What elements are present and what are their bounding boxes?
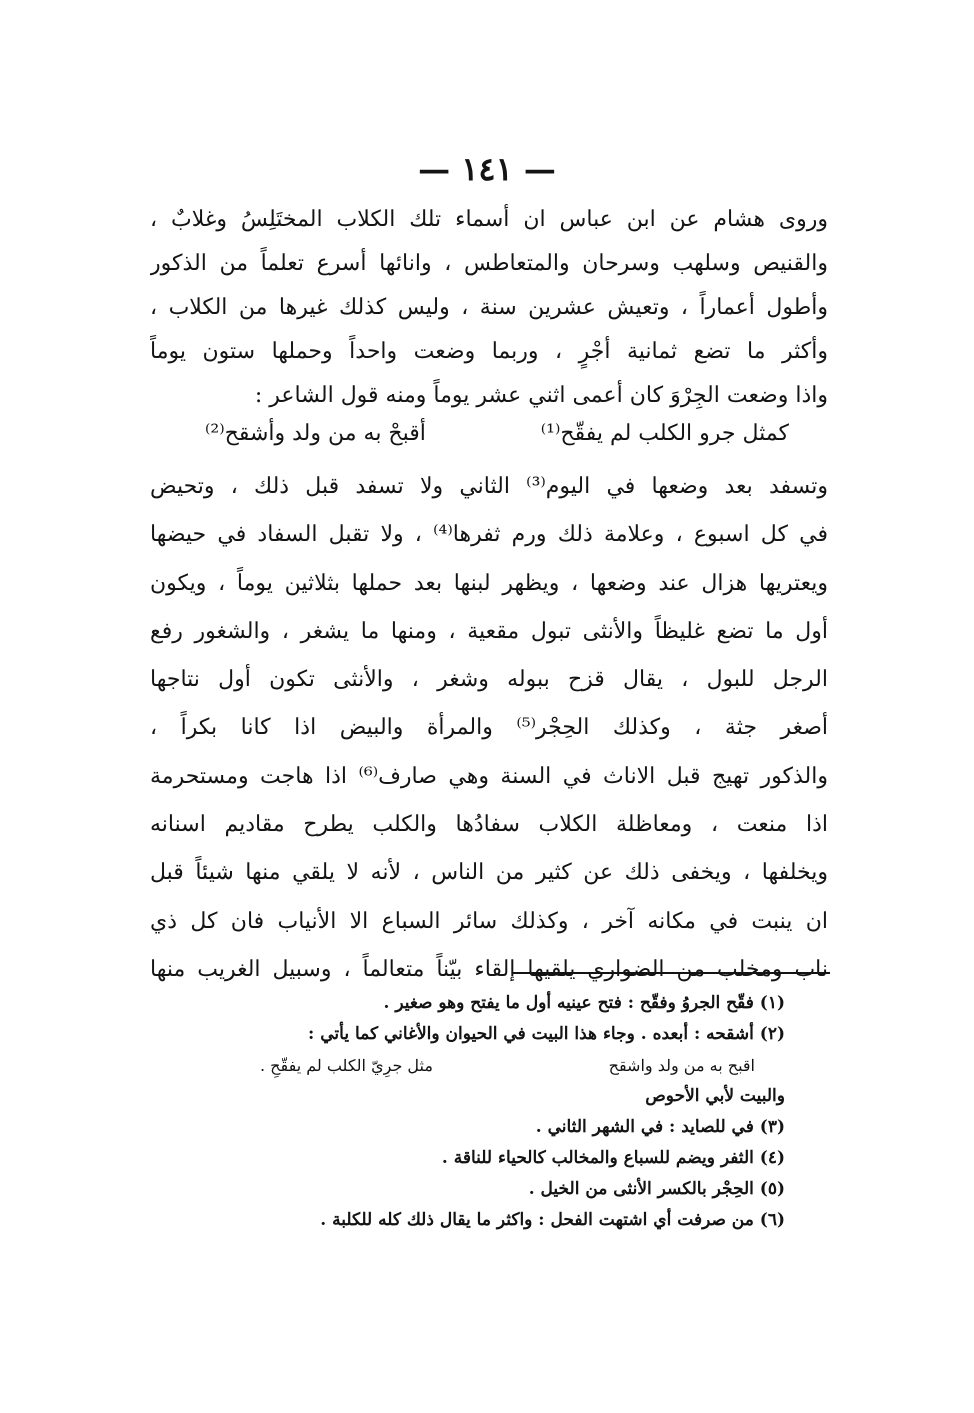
text-line: أصغر جثة ، وكذلك الحِجْر⁽⁵⁾ والمرأة والبيض اذا كانا بكراً ،: [150, 715, 828, 741]
text-line: وأكثر ما تضع ثمانية أجْرٍ ، وربما وضعت واحداً وحملها ستون يوماً: [150, 339, 828, 364]
verse-hemistich-first: كمثل جرو الكلب لم يفقّح⁽¹⁾: [540, 421, 789, 446]
text-line: اذا منعت ، ومعاظلة الكلاب سفادُها والكلب يطرح مقاديم اسنانه: [150, 812, 828, 838]
footnote-6: (٦) من صرفت أي اشتهت الفحل : واكثر ما يقال ذلك كله للكلبة .: [320, 1210, 785, 1230]
footnote-4: (٤) الثفر ويضم للسباع والمخالب كالحياء للناقة .: [441, 1148, 785, 1168]
footnote-5: (٥) الحِجْر بالكسر الأنثى من الخيل .: [528, 1179, 785, 1199]
footnote-verse-left: مثل جرِيّ الكلب لم يفقّحِ .: [260, 1056, 433, 1075]
paragraph-1: [150, 198, 828, 418]
text-line: واذا وضعت الجِرْوَ كان أعمى اثني عشر يوماً ومنه قول الشاعر :: [254, 383, 828, 408]
text-line: وروى هشام عن ابن عباس ان أسماء تلك الكلاب المختَلِسُ وغلابٌ ،: [150, 207, 828, 232]
text-line: أول ما تضع غليظاً والأنثى تبول مقعية ، ومنها ما يشغر ، والشغور رفع: [150, 618, 828, 644]
footnote-2-verse: [220, 1050, 785, 1081]
text-line: ناب ومخلب من الضواري يلقيها إلقاء بيّناً متعالماً ، وسبيل الغريب منها: [150, 956, 828, 982]
text-line: وأطول أعماراً ، وتعيش عشرين سنة ، وليس كذلك غيرها من الكلاب ،: [150, 295, 828, 320]
footnote-2: (٢) أشقحه : أبعده . وجاء هذا البيت في الحيوان والأغاني كما يأتي :: [308, 1024, 785, 1044]
text-line: ان ينبت في مكانه آخر ، وكذلك سائر السباع الا الأنياب فان كل ذي: [150, 908, 828, 934]
text-line: وتسفد بعد وضعها في اليوم⁽³⁾ الثاني ولا تسفد قبل ذلك ، وتحيض: [150, 474, 828, 499]
paragraph-2: [150, 463, 828, 994]
text-line: في كل اسبوع ، وعلامة ذلك ورم ثفرها⁽⁴⁾ ، ولا تقبل السفاد في حيضها: [150, 522, 828, 548]
footnote-verse-right: اقبح به من ولد واشقح: [608, 1056, 755, 1075]
footnotes: [220, 988, 785, 1236]
verse-hemistich-second: أقبحْ به من ولد وأشقح⁽²⁾: [205, 421, 426, 446]
text-line: ويعتريها هزال عند وضعها ، ويظهر لبنها بعد حملها بثلاثين يوماً ، ويكون: [150, 570, 828, 596]
page-number: — ١٤١ —: [418, 150, 556, 188]
footnote-2-attribution: والبيت لأبي الأحوص: [645, 1086, 785, 1106]
text-line: والذكور تهيج قبل الاناث في السنة وهي صارف⁽⁶⁾ اذا هاجت ومستحرمة: [150, 763, 828, 789]
text-line: والقنيص وسلهب وسرحان والمتعاطس ، وانائها أسرع تعلماً من الذكور: [150, 251, 828, 276]
text-line: ويخلفها ، ويخفى ذلك عن كثير من الناس ، لأنه لا يلقي منها شيئاً قبل: [150, 860, 828, 886]
footnote-divider: [512, 972, 830, 974]
poetry-verse: [205, 412, 789, 456]
footnote-3: (٣) في للصايد : في الشهر الثاني .: [535, 1117, 785, 1137]
footnote-1: (١) فقّح الجروُ وفقّح : فتح عينيه أول ما يفتح وهو صغير .: [383, 993, 785, 1013]
text-line: الرجل للبول ، يقال قزح ببوله وشغر ، والأنثى تكون أول نتاجها: [150, 667, 828, 693]
